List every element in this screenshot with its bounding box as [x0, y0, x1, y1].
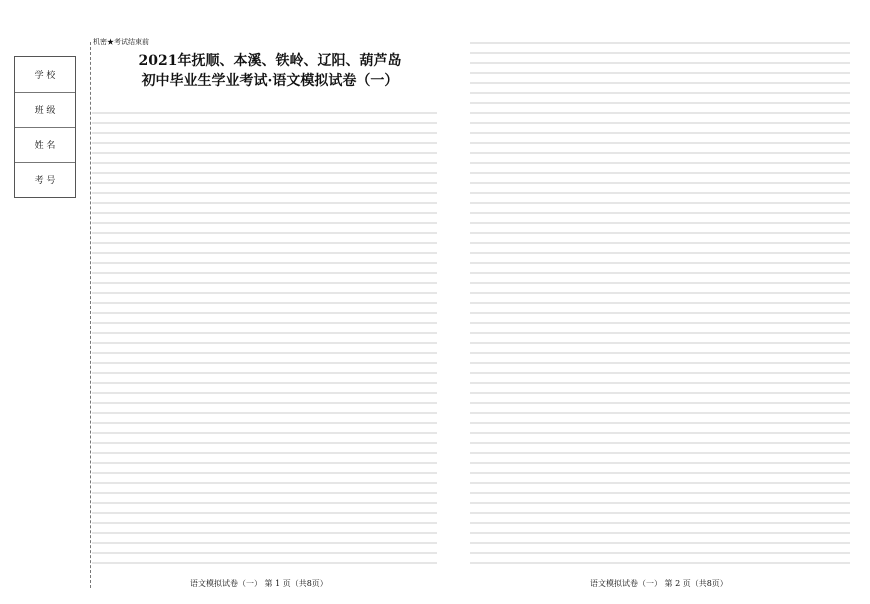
title-line-2: 初中毕业生学业考试·语文模拟试卷（一）	[141, 73, 399, 89]
exam-number-label: 考 号	[34, 176, 56, 186]
student-info-box	[14, 56, 76, 198]
school-label: 学 校	[15, 57, 75, 93]
right-column-text-placeholder	[470, 34, 850, 566]
footer-page-1: 语文模拟试卷（一） 第 1 页（共8页）	[190, 579, 328, 588]
secret-mark: 机密★考试结束前	[93, 38, 149, 46]
cut-line	[90, 42, 91, 588]
title-line-1: 2021年抚顺、本溪、铁岭、辽阳、葫芦岛	[138, 53, 402, 69]
left-column-text-placeholder	[92, 104, 437, 566]
footer-page-2: 语文模拟试卷（一） 第 2 页（共8页）	[590, 579, 728, 588]
class-label: 班 级	[15, 92, 75, 128]
name-label: 姓 名	[15, 127, 75, 163]
